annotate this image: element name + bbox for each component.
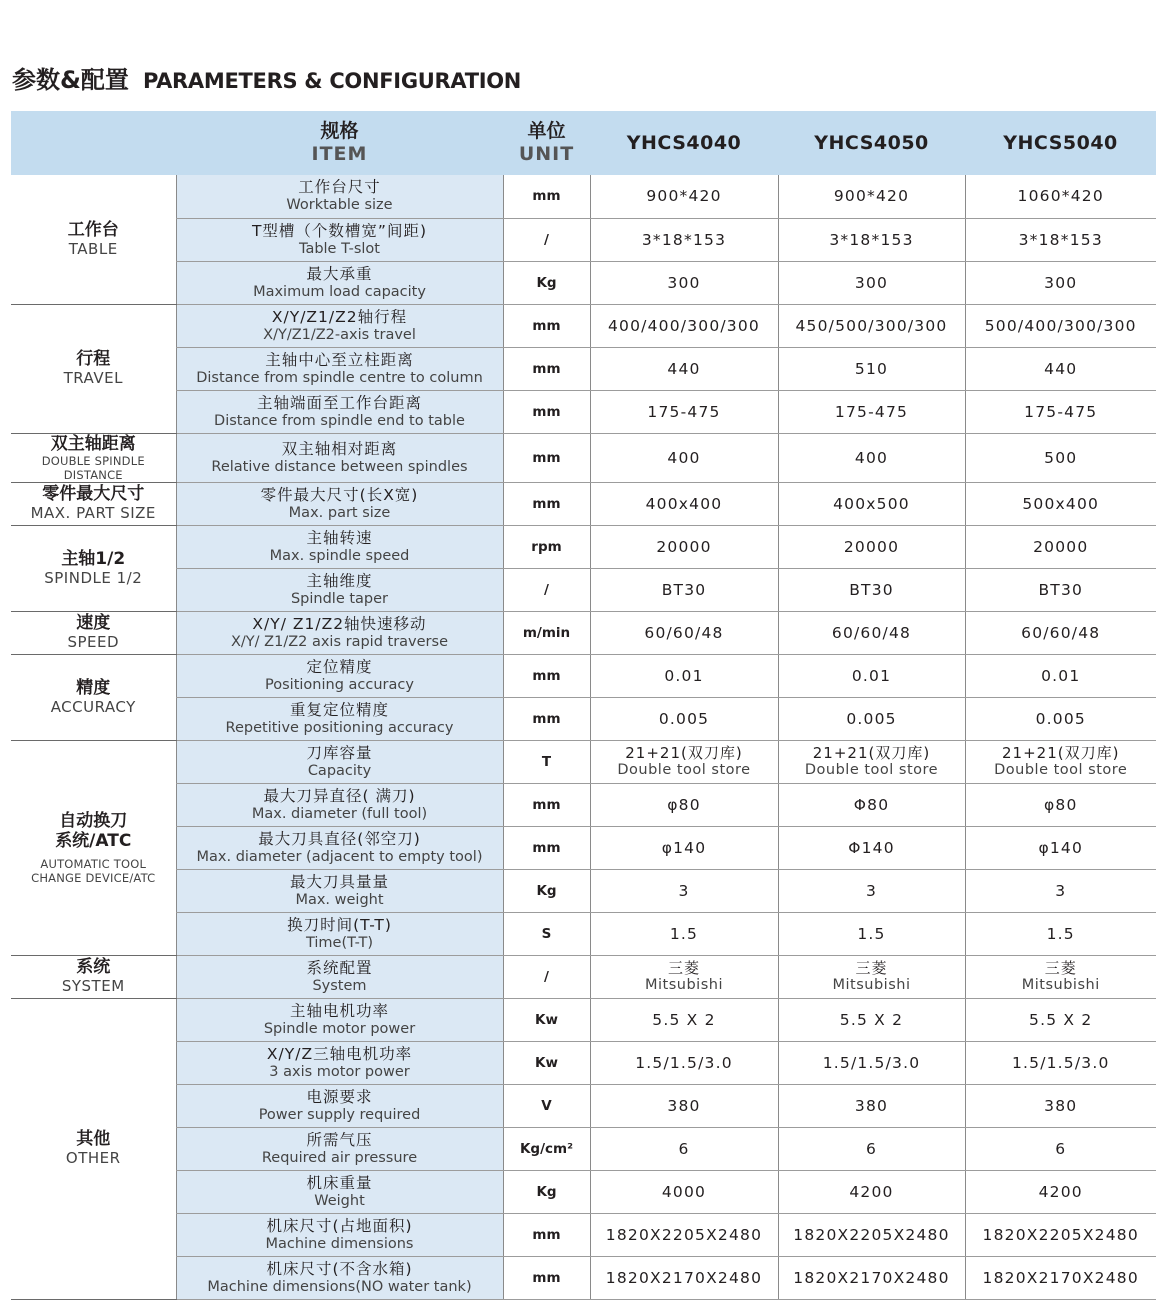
value-en: Mitsubishi (832, 976, 911, 993)
value-cell: 1820X2170X2480 (965, 1256, 1156, 1299)
header-blank (11, 111, 176, 175)
value-cell: 900*420 (590, 175, 778, 218)
spec-row (11, 654, 1156, 697)
item-cn: 系统配置 (306, 958, 373, 977)
item-cn: 电源要求 (306, 1087, 373, 1106)
item-en: Spindle taper (290, 590, 389, 607)
item-cell (176, 261, 503, 304)
value-cell: 4200 (965, 1170, 1156, 1213)
category-cn: 其他 (76, 1129, 111, 1149)
unit-cell: rpm (503, 525, 590, 568)
item-en: Distance from spindle end to table (214, 412, 465, 429)
category-cell (11, 482, 176, 525)
item-cell (176, 1170, 503, 1213)
category-cn: 系统 (76, 957, 111, 977)
item-cell (176, 304, 503, 347)
value-en: Double tool store (804, 761, 939, 778)
value-cell: 1.5/1.5/3.0 (965, 1041, 1156, 1084)
value-cell: 500/400/300/300 (965, 304, 1156, 347)
item-en: X/Y/Z1/Z2-axis travel (263, 326, 416, 343)
value-cell: 300 (778, 261, 965, 304)
unit-cell: mm (503, 175, 590, 218)
value-cell: 1.5/1.5/3.0 (590, 1041, 778, 1084)
item-cell (176, 390, 503, 433)
item-cn: 机床尺寸(不含水箱) (266, 1259, 413, 1278)
category-en: DOUBLE SPINDLE DISTANCE (41, 453, 145, 482)
item-en: Machine dimensions(NO water tank) (207, 1278, 472, 1295)
value-cn: 三菱 (855, 958, 888, 977)
unit-cell: mm (503, 826, 590, 869)
item-cell (176, 433, 503, 482)
value-en: Double tool store (617, 761, 751, 778)
value-cell: 1820X2205X2480 (965, 1213, 1156, 1256)
item-en: Worktable size (286, 197, 393, 214)
unit-cell: mm (503, 304, 590, 347)
item-en: Table T-slot (298, 240, 380, 257)
item-en: Max. diameter (full tool) (251, 805, 428, 822)
item-cn: 所需气压 (306, 1130, 373, 1149)
category-cn-line: 系统/ATC (55, 830, 132, 851)
value-cell: 500 (965, 433, 1156, 482)
value-cell: 60/60/48 (590, 611, 778, 654)
value-cell: 60/60/48 (778, 611, 965, 654)
unit-cell: mm (503, 697, 590, 740)
item-en: Time(T-T) (305, 934, 374, 951)
unit-cell: T (503, 740, 590, 783)
value-cell: 400/400/300/300 (590, 304, 778, 347)
item-en: X/Y/ Z1/Z2 axis rapid traverse (230, 633, 448, 650)
unit-cell: V (503, 1084, 590, 1127)
spec-row (11, 390, 1156, 433)
item-en: System (312, 977, 367, 994)
item-cell (176, 783, 503, 826)
spec-row (11, 697, 1156, 740)
category-cell (11, 654, 176, 740)
unit-cell: mm (503, 347, 590, 390)
value-cell: 900*420 (778, 175, 965, 218)
category-en: MAX. PART SIZE (30, 504, 156, 522)
value-cell: φ80 (590, 783, 778, 826)
spec-row (11, 1041, 1156, 1084)
header-item-cn: 规格 (320, 120, 359, 142)
spec-row (11, 175, 1156, 218)
unit-cell: mm (503, 482, 590, 525)
value-cell: 3*18*153 (965, 218, 1156, 261)
heading-en: PARAMETERS & CONFIGURATION (142, 69, 522, 93)
header-unit-cn: 单位 (527, 120, 566, 142)
value-cell: 440 (965, 347, 1156, 390)
unit-cell: Kg (503, 261, 590, 304)
value-cell: 20000 (590, 525, 778, 568)
item-en: Relative distance between spindles (211, 458, 468, 475)
spec-row (11, 261, 1156, 304)
value-cell: BT30 (965, 568, 1156, 611)
item-cell (176, 1041, 503, 1084)
value-cell: 0.005 (965, 697, 1156, 740)
item-cell (176, 826, 503, 869)
item-cn: X/Y/Z三轴电机功率 (266, 1044, 413, 1063)
value-cell: 380 (778, 1084, 965, 1127)
header-item-en: ITEM (311, 143, 368, 165)
spec-row (11, 740, 1156, 783)
value-cell: 175-475 (965, 390, 1156, 433)
spec-row (11, 912, 1156, 955)
value-cn: 三菱 (667, 958, 700, 977)
value-cell: 3*18*153 (590, 218, 778, 261)
value-cell: 510 (778, 347, 965, 390)
unit-cell: S (503, 912, 590, 955)
item-cn: 主轴维度 (306, 571, 373, 590)
item-cn: 主轴中心至立柱距离 (265, 350, 414, 369)
spec-row (11, 1084, 1156, 1127)
item-en: Max. diameter (adjacent to empty tool) (196, 848, 483, 865)
header-unit-en: UNIT (518, 143, 575, 165)
value-cell: BT30 (778, 568, 965, 611)
value-cell: 3 (590, 869, 778, 912)
value-cell: 3*18*153 (778, 218, 965, 261)
item-en: Max. weight (295, 891, 384, 908)
value-cell: 1.5/1.5/3.0 (778, 1041, 965, 1084)
item-cell (176, 697, 503, 740)
item-cn: 工作台尺寸 (298, 178, 381, 197)
unit-cell: Kw (503, 998, 590, 1041)
value-cell: φ140 (965, 826, 1156, 869)
value-cell: 400x500 (778, 482, 965, 525)
value-cell: 6 (778, 1127, 965, 1170)
item-en: Repetitive positioning accuracy (225, 719, 454, 736)
value-cell: 60/60/48 (965, 611, 1156, 654)
category-en: SPINDLE 1/2 (44, 568, 143, 587)
unit-cell: Kg/cm² (503, 1127, 590, 1170)
value-cell: 1820X2205X2480 (590, 1213, 778, 1256)
spec-body (11, 175, 1156, 1299)
spec-row (11, 525, 1156, 568)
value-cell: 1820X2170X2480 (778, 1256, 965, 1299)
value-stack (779, 960, 965, 994)
item-en: 3 axis motor power (269, 1063, 410, 1080)
category-cell (11, 740, 176, 955)
value-cell: 3 (778, 869, 965, 912)
value-stack (591, 960, 778, 994)
category-cell (11, 998, 176, 1299)
category-cell (11, 611, 176, 654)
item-cn: 定位精度 (306, 657, 373, 676)
header-model: YHCS5040 (965, 111, 1156, 175)
value-cell: 300 (965, 261, 1156, 304)
value-cell: 0.01 (778, 654, 965, 697)
value-cell: 20000 (778, 525, 965, 568)
unit-cell: Kg (503, 869, 590, 912)
header-model: YHCS4050 (778, 111, 965, 175)
category-cn: 行程 (76, 349, 111, 369)
header-item (176, 111, 503, 175)
spec-row (11, 869, 1156, 912)
value-cell: 175-475 (590, 390, 778, 433)
spec-row (11, 783, 1156, 826)
category-cn-line: 自动换刀 (59, 810, 128, 831)
value-cn: 三菱 (1044, 958, 1077, 977)
item-en: Max. spindle speed (269, 547, 410, 564)
value-cn: 21+21(双刀库) (625, 743, 743, 762)
value-cell: 1060*420 (965, 175, 1156, 218)
value-en: Mitsubishi (645, 976, 723, 993)
unit-cell: Kw (503, 1041, 590, 1084)
unit-cell: mm (503, 1213, 590, 1256)
header-unit (503, 111, 590, 175)
category-cn: 零件最大尺寸 (42, 484, 145, 504)
value-cell: 4200 (778, 1170, 965, 1213)
spec-row (11, 1256, 1156, 1299)
value-cn: 21+21(双刀库) (1002, 743, 1120, 762)
value-cell: 5.5 X 2 (965, 998, 1156, 1041)
unit-cell: Kg (503, 1170, 590, 1213)
category-en: SYSTEM (61, 977, 125, 995)
value-cell: Φ140 (778, 826, 965, 869)
heading-cn: 参数&配置 (12, 66, 129, 94)
category-cell (11, 304, 176, 433)
value-cell (590, 955, 778, 998)
value-cell: 20000 (965, 525, 1156, 568)
value-cell (778, 740, 965, 783)
value-cell: 450/500/300/300 (778, 304, 965, 347)
value-cell (965, 740, 1156, 783)
unit-cell: mm (503, 1256, 590, 1299)
category-cn: 双主轴距离 (50, 433, 136, 454)
value-cell (965, 955, 1156, 998)
item-cell (176, 525, 503, 568)
item-cn: 最大刀异直径( 满刀) (263, 786, 416, 805)
item-cn: 刀库容量 (306, 743, 373, 762)
category-cell (11, 175, 176, 304)
item-cn: 重复定位精度 (289, 700, 389, 719)
value-cell: 6 (590, 1127, 778, 1170)
value-cell: φ80 (965, 783, 1156, 826)
item-cell (176, 611, 503, 654)
item-en: Machine dimensions (265, 1235, 414, 1252)
value-cell: 380 (965, 1084, 1156, 1127)
spec-row (11, 826, 1156, 869)
item-cell (176, 482, 503, 525)
value-stack (966, 745, 1157, 779)
category-cell (11, 525, 176, 611)
header-model: YHCS4040 (590, 111, 778, 175)
spec-row (11, 998, 1156, 1041)
spec-row (11, 1127, 1156, 1170)
value-cell: 0.005 (778, 697, 965, 740)
page-heading (12, 60, 521, 92)
item-en: Required air pressure (261, 1149, 418, 1166)
value-cell: 1.5 (778, 912, 965, 955)
category-cell (11, 433, 176, 482)
unit-cell: / (503, 218, 590, 261)
value-cell: 4000 (590, 1170, 778, 1213)
item-cn: 主轴转速 (306, 528, 373, 547)
value-cell: 400 (778, 433, 965, 482)
spec-row (11, 433, 1156, 482)
unit-cell: mm (503, 654, 590, 697)
category-en: AUTOMATIC TOOL CHANGE DEVICE/ATC (31, 856, 156, 885)
item-cn: 最大刀具量量 (289, 872, 389, 891)
value-cell: 500x400 (965, 482, 1156, 525)
category-en: ACCURACY (50, 697, 136, 716)
category-cn: 精度 (76, 677, 111, 698)
value-stack (591, 745, 778, 779)
item-en: Spindle motor power (263, 1020, 416, 1037)
item-cn: 双主轴相对距离 (281, 439, 398, 458)
item-cell (176, 998, 503, 1041)
value-cell: 440 (590, 347, 778, 390)
category-cell (11, 955, 176, 998)
item-cn: 主轴端面至工作台距离 (256, 393, 422, 412)
item-cn: 机床尺寸(占地面积) (266, 1216, 413, 1235)
item-cell (176, 1084, 503, 1127)
item-cell (176, 740, 503, 783)
value-cell: 300 (590, 261, 778, 304)
value-stack (779, 745, 965, 779)
category-en: TRAVEL (63, 369, 123, 387)
category-en: SPEED (67, 633, 120, 651)
item-cell (176, 912, 503, 955)
item-en: Maximum load capacity (253, 283, 426, 300)
unit-cell: mm (503, 390, 590, 433)
value-stack (966, 960, 1157, 994)
item-cell (176, 955, 503, 998)
value-cell: 400x400 (590, 482, 778, 525)
item-cell (176, 1256, 503, 1299)
unit-cell: / (503, 568, 590, 611)
category-en: TABLE (68, 239, 118, 258)
spec-row (11, 304, 1156, 347)
category-cn: 工作台 (67, 219, 119, 240)
item-cn: 主轴电机功率 (289, 1001, 389, 1020)
item-en: Distance from spindle centre to column (196, 369, 483, 386)
category-cn: 主轴1/2 (61, 548, 126, 569)
header-row (11, 111, 1156, 175)
item-cell (176, 218, 503, 261)
unit-cell: mm (503, 433, 590, 482)
item-cn: 机床重量 (306, 1173, 373, 1192)
item-cn: T型槽（个数槽宽”间距) (251, 221, 428, 240)
item-cell (176, 568, 503, 611)
category-en: OTHER (65, 1149, 121, 1167)
item-cell (176, 347, 503, 390)
spec-row (11, 218, 1156, 261)
spec-row (11, 955, 1156, 998)
value-cell: 175-475 (778, 390, 965, 433)
spec-row (11, 347, 1156, 390)
item-cn: 零件最大尺寸(长X宽) (260, 485, 419, 504)
value-en: Double tool store (994, 761, 1128, 778)
value-cell: φ140 (590, 826, 778, 869)
spec-row (11, 568, 1156, 611)
category-cn: 速度 (76, 613, 111, 633)
unit-cell: m/min (503, 611, 590, 654)
value-cell: 3 (965, 869, 1156, 912)
item-cell (176, 175, 503, 218)
item-cell (176, 869, 503, 912)
item-cn: 最大承重 (306, 264, 373, 283)
value-cell: BT30 (590, 568, 778, 611)
spec-row (11, 1213, 1156, 1256)
value-cell (778, 955, 965, 998)
value-cn: 21+21(双刀库) (812, 743, 931, 762)
item-cell (176, 1127, 503, 1170)
item-en: Positioning accuracy (265, 676, 414, 693)
value-cell: 5.5 X 2 (590, 998, 778, 1041)
value-cell: 380 (590, 1084, 778, 1127)
item-cell (176, 1213, 503, 1256)
value-cell: 0.01 (590, 654, 778, 697)
item-cell (176, 654, 503, 697)
spec-table (11, 111, 1156, 1300)
value-cell: 400 (590, 433, 778, 482)
unit-cell: mm (503, 783, 590, 826)
item-en: Power supply required (258, 1106, 421, 1123)
item-en: Max. part size (288, 504, 391, 521)
value-cell: 0.01 (965, 654, 1156, 697)
value-cell: 1.5 (965, 912, 1156, 955)
value-cell: 6 (965, 1127, 1156, 1170)
value-cell: 5.5 X 2 (778, 998, 965, 1041)
item-cn: X/Y/Z1/Z2轴行程 (271, 307, 408, 326)
value-cell: 0.005 (590, 697, 778, 740)
spec-row (11, 482, 1156, 525)
spec-row (11, 611, 1156, 654)
spec-row (11, 1170, 1156, 1213)
item-en: Weight (314, 1192, 365, 1209)
value-en: Mitsubishi (1021, 976, 1100, 993)
item-cn: 换刀时间(T-T) (287, 915, 392, 934)
item-cn: 最大刀具直径(邻空刀) (258, 829, 421, 848)
item-en: Capacity (307, 762, 372, 779)
item-cn: X/Y/ Z1/Z2轴快速移动 (252, 614, 427, 633)
value-cell: 1.5 (590, 912, 778, 955)
unit-cell: / (503, 955, 590, 998)
value-cell: Φ80 (778, 783, 965, 826)
value-cell (590, 740, 778, 783)
value-cell: 1820X2170X2480 (590, 1256, 778, 1299)
value-cell: 1820X2205X2480 (778, 1213, 965, 1256)
